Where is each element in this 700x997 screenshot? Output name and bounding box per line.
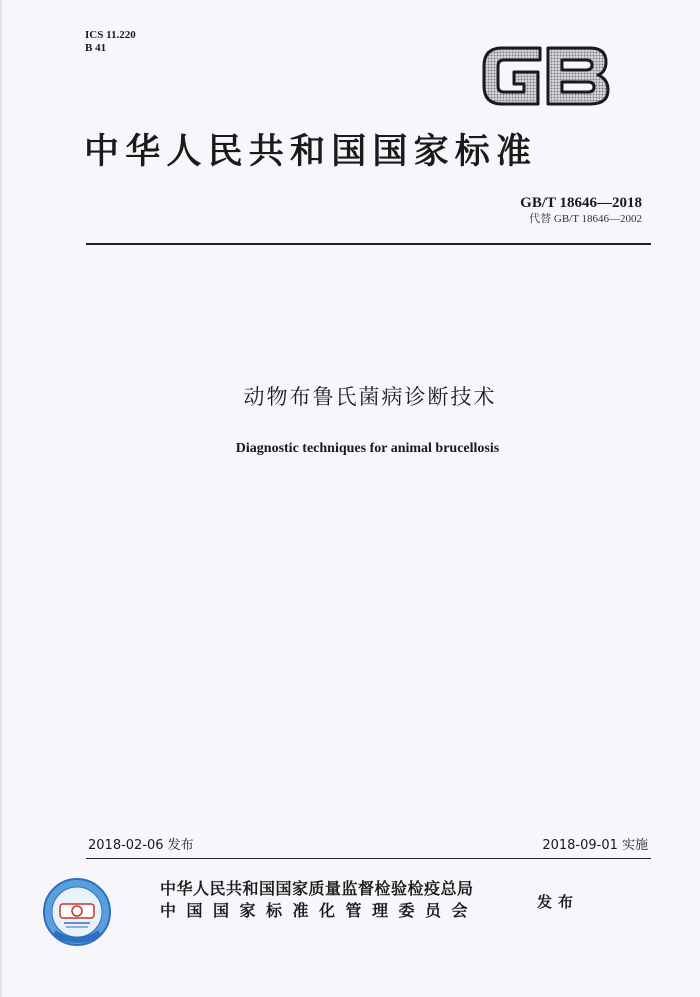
replaces-standard: 代替 GB/T 18646—2002 bbox=[529, 213, 642, 225]
issue-date: 2018-02-06 发布 bbox=[88, 838, 194, 853]
document-title-cn: 动物布鲁氏菌病诊断技术 bbox=[243, 385, 497, 409]
scan-edge bbox=[0, 0, 2, 997]
standard-number-block bbox=[520, 194, 642, 226]
anti-counterfeit-seal-icon bbox=[42, 877, 112, 947]
standard-number: GB/T 18646—2018 bbox=[520, 195, 642, 211]
publish-label: 发布 bbox=[537, 893, 580, 911]
classification-codes bbox=[85, 29, 136, 55]
issuing-authorities bbox=[160, 878, 478, 922]
national-standard-heading: 中华人民共和国国家标准 bbox=[84, 131, 538, 172]
document-title-en: Diagnostic techniques for animal brucellosis bbox=[235, 441, 500, 456]
issuer-aqsiq: 中华人民共和国国家质量监督检验检疫总局 bbox=[160, 879, 474, 898]
gb-standard-logo-icon bbox=[478, 42, 614, 110]
ccs-code: B 41 bbox=[85, 42, 107, 54]
issuer-sac: 中国国家标准化管理委员会 bbox=[160, 901, 479, 920]
implementation-date: 2018-09-01 实施 bbox=[542, 838, 648, 853]
top-divider bbox=[86, 243, 651, 245]
bottom-divider bbox=[86, 858, 651, 859]
ics-code: ICS 11.220 bbox=[85, 29, 136, 41]
